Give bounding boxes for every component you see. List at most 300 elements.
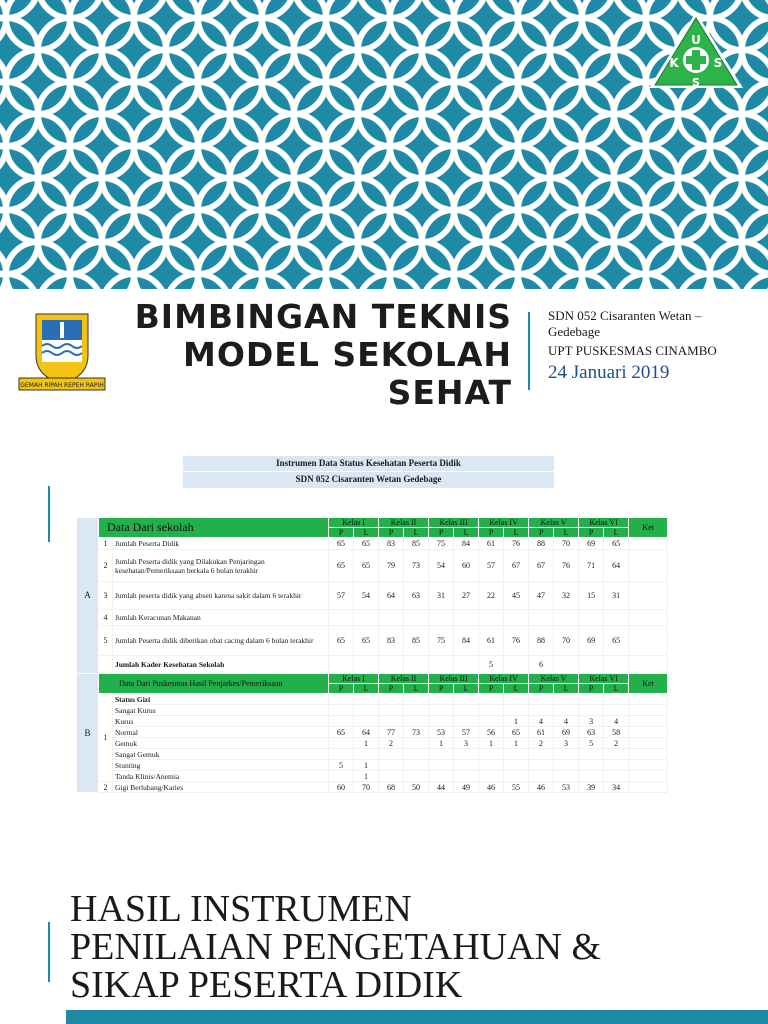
value-cell: [404, 771, 429, 782]
value-cell: [329, 738, 354, 749]
row-label: Kurus: [113, 716, 329, 727]
sex-header-l: L: [404, 684, 429, 694]
section-b-row: [77, 705, 668, 716]
ket-cell: [629, 727, 668, 738]
value-cell: 65: [604, 626, 629, 656]
uks-letter-k: K: [669, 56, 679, 70]
value-cell: 65: [354, 538, 379, 550]
value-cell: 65: [504, 727, 529, 738]
value-cell: [479, 705, 504, 716]
ket-cell: [629, 771, 668, 782]
row-label: Normal: [113, 727, 329, 738]
row-label: Jumlah Kader Kesehatan Sekolah: [113, 656, 329, 674]
sex-header-p: P: [329, 528, 354, 538]
value-cell: 73: [404, 550, 429, 582]
value-cell: [404, 610, 429, 626]
value-cell: [504, 771, 529, 782]
value-cell: [354, 716, 379, 727]
vertical-divider: [528, 312, 530, 390]
class-header: Kelas III: [429, 518, 479, 528]
uks-letter-u: U: [691, 33, 701, 47]
value-cell: 88: [529, 626, 554, 656]
row-number: 2: [99, 782, 113, 793]
uks-letter-s2: S: [692, 76, 700, 89]
uks-logo: [646, 8, 746, 92]
value-cell: 64: [354, 727, 379, 738]
value-cell: 47: [529, 582, 554, 610]
value-cell: [329, 705, 354, 716]
section-a-row: [77, 626, 668, 656]
value-cell: [404, 749, 429, 760]
class-header: Kelas III: [429, 674, 479, 684]
value-cell: 3: [454, 738, 479, 749]
slide1-title-line-2: MODEL SEKOLAH: [183, 335, 512, 374]
value-cell: [479, 749, 504, 760]
value-cell: 27: [454, 582, 479, 610]
value-cell: [454, 656, 479, 674]
value-cell: [504, 749, 529, 760]
value-cell: [579, 771, 604, 782]
value-cell: 85: [404, 538, 429, 550]
section-b-row: [77, 771, 668, 782]
section-a-label: A: [77, 518, 99, 674]
row-label: Stunting: [113, 760, 329, 771]
value-cell: 76: [554, 550, 579, 582]
section-b-last-row: [77, 782, 668, 793]
value-cell: [379, 716, 404, 727]
value-cell: 54: [429, 550, 454, 582]
row-number: 4: [99, 610, 113, 626]
value-cell: 4: [554, 716, 579, 727]
value-cell: [454, 694, 479, 705]
ket-cell: [629, 550, 668, 582]
section-b-header-row: [77, 674, 668, 684]
slide1-title-line-3: SEHAT: [387, 373, 512, 412]
value-cell: [604, 656, 629, 674]
value-cell: 61: [529, 727, 554, 738]
value-cell: [454, 760, 479, 771]
value-cell: 75: [429, 626, 454, 656]
value-cell: 70: [554, 626, 579, 656]
section-a-row: [77, 550, 668, 582]
ket-header: Ket: [629, 518, 668, 538]
value-cell: 5: [329, 760, 354, 771]
value-cell: 57: [329, 582, 354, 610]
value-cell: [354, 694, 379, 705]
value-cell: [504, 694, 529, 705]
value-cell: 53: [429, 727, 454, 738]
value-cell: 31: [429, 582, 454, 610]
value-cell: [554, 771, 579, 782]
sex-header-l: L: [554, 684, 579, 694]
value-cell: [604, 705, 629, 716]
class-header: Kelas V: [529, 518, 579, 528]
sex-header-l: L: [504, 684, 529, 694]
row-label: Sangat Gemuk: [113, 749, 329, 760]
value-cell: [454, 771, 479, 782]
value-cell: 84: [454, 626, 479, 656]
instrument-school: SDN 052 Cisaranten Wetan Gedebage: [295, 474, 442, 484]
row-number: 1: [99, 538, 113, 550]
value-cell: 65: [354, 626, 379, 656]
value-cell: 4: [529, 716, 554, 727]
value-cell: [329, 610, 354, 626]
value-cell: 44: [429, 782, 454, 793]
class-header: Kelas II: [379, 674, 429, 684]
value-cell: 1: [504, 738, 529, 749]
value-cell: 69: [579, 538, 604, 550]
section-b-row: [77, 738, 668, 749]
value-cell: 53: [554, 782, 579, 793]
value-cell: [429, 705, 454, 716]
value-cell: 46: [479, 782, 504, 793]
value-cell: [479, 694, 504, 705]
value-cell: [504, 760, 529, 771]
value-cell: 70: [354, 782, 379, 793]
value-cell: 1: [354, 771, 379, 782]
value-cell: 1: [429, 738, 454, 749]
value-cell: [504, 610, 529, 626]
value-cell: [429, 610, 454, 626]
sex-header-l: L: [354, 528, 379, 538]
sex-header-p: P: [429, 684, 454, 694]
school-name: SDN 052 Cisaranten Wetan – Gedebage: [548, 308, 702, 339]
value-cell: [404, 738, 429, 749]
row-label: Jumlah Peserta didik diberikan obat cacing dalam 6 bulan terakhir: [113, 626, 329, 656]
value-cell: 70: [554, 538, 579, 550]
ket-cell: [629, 610, 668, 626]
value-cell: 68: [379, 782, 404, 793]
sex-header-l: L: [354, 684, 379, 694]
value-cell: [604, 749, 629, 760]
ket-cell: [629, 694, 668, 705]
value-cell: 69: [554, 727, 579, 738]
value-cell: [404, 656, 429, 674]
value-cell: 3: [554, 738, 579, 749]
value-cell: 1: [479, 738, 504, 749]
health-status-table: [76, 517, 668, 793]
sex-header-p: P: [479, 528, 504, 538]
value-cell: 6: [529, 656, 554, 674]
value-cell: [579, 749, 604, 760]
value-cell: 2: [529, 738, 554, 749]
value-cell: [529, 760, 554, 771]
slide3-title-line-1: HASIL INSTRUMEN: [70, 888, 412, 930]
value-cell: 60: [329, 782, 354, 793]
value-cell: 58: [604, 727, 629, 738]
sex-header-p: P: [329, 684, 354, 694]
section-a-row: [77, 538, 668, 550]
row-label: Jumlah Peserta didik yang Dilakukan Penjaringan kesehatan/Pemeriksaan berkala 6 bulan terakhir: [113, 550, 329, 582]
value-cell: 32: [554, 582, 579, 610]
class-header: Kelas I: [329, 674, 379, 684]
value-cell: [604, 760, 629, 771]
ket-cell: [629, 582, 668, 610]
value-cell: 67: [504, 550, 529, 582]
value-cell: [429, 771, 454, 782]
value-cell: 69: [579, 626, 604, 656]
puskesmas-name: UPT PUSKESMAS CINAMBO: [548, 343, 717, 358]
value-cell: 1: [354, 738, 379, 749]
value-cell: [529, 610, 554, 626]
value-cell: [454, 610, 479, 626]
value-cell: [429, 694, 454, 705]
value-cell: [479, 760, 504, 771]
value-cell: 65: [354, 550, 379, 582]
instrument-title-box: [183, 456, 554, 488]
section-b-label: B: [77, 674, 99, 793]
crest-motto: GEMAH RIPAH REPEH RAPIH: [20, 382, 104, 389]
value-cell: [579, 656, 604, 674]
value-cell: [429, 716, 454, 727]
value-cell: [329, 656, 354, 674]
ket-cell: [629, 716, 668, 727]
vertical-divider: [48, 922, 50, 982]
class-header: Kelas IV: [479, 674, 529, 684]
slide1-title-line-1: BIMBINGAN TEKNIS: [134, 297, 512, 336]
value-cell: [554, 656, 579, 674]
section-a-header: Data Dari sekolah: [99, 518, 329, 538]
value-cell: 64: [604, 550, 629, 582]
value-cell: [379, 610, 404, 626]
value-cell: [554, 705, 579, 716]
value-cell: 5: [479, 656, 504, 674]
value-cell: 84: [454, 538, 479, 550]
ket-cell: [629, 626, 668, 656]
value-cell: [479, 771, 504, 782]
value-cell: 54: [354, 582, 379, 610]
value-cell: 85: [404, 626, 429, 656]
value-cell: [579, 760, 604, 771]
sex-header-l: L: [454, 528, 479, 538]
class-header: Kelas VI: [579, 674, 629, 684]
slide1-title: [60, 298, 512, 412]
sex-header-p: P: [529, 684, 554, 694]
slide1-info: [548, 308, 748, 385]
value-cell: 46: [529, 782, 554, 793]
value-cell: 65: [329, 626, 354, 656]
value-cell: 63: [404, 582, 429, 610]
class-header: Kelas I: [329, 518, 379, 528]
row-label: Tanda Klinis/Anemia: [113, 771, 329, 782]
value-cell: 71: [579, 550, 604, 582]
class-header: Kelas IV: [479, 518, 529, 528]
sex-header-l: L: [604, 528, 629, 538]
value-cell: [379, 705, 404, 716]
value-cell: 75: [429, 538, 454, 550]
value-cell: [529, 771, 554, 782]
value-cell: [504, 705, 529, 716]
ket-cell: [629, 760, 668, 771]
value-cell: [429, 749, 454, 760]
value-cell: [554, 749, 579, 760]
value-cell: [579, 610, 604, 626]
value-cell: [529, 694, 554, 705]
section-a-row: [77, 582, 668, 610]
value-cell: 15: [579, 582, 604, 610]
value-cell: 61: [479, 538, 504, 550]
value-cell: 83: [379, 538, 404, 550]
value-cell: 4: [604, 716, 629, 727]
sex-header-p: P: [479, 684, 504, 694]
class-header: Kelas V: [529, 674, 579, 684]
section-b-row: [77, 760, 668, 771]
section-b-header: Data Dari Puskesmas Hasil Penjarkes/Pemeriksaan: [99, 674, 329, 694]
value-cell: [404, 694, 429, 705]
row-number: 2: [99, 550, 113, 582]
sex-header-l: L: [554, 528, 579, 538]
instrument-title: Instrumen Data Status Kesehatan Peserta Didik: [183, 456, 554, 472]
value-cell: 65: [604, 538, 629, 550]
value-cell: [454, 716, 479, 727]
value-cell: 61: [479, 626, 504, 656]
value-cell: [329, 771, 354, 782]
row-number: 5: [99, 626, 113, 656]
value-cell: 39: [579, 782, 604, 793]
row-label: Jumlah Peserta Didik: [113, 538, 329, 550]
group-number: 1: [99, 694, 113, 782]
value-cell: [479, 610, 504, 626]
value-cell: 88: [529, 538, 554, 550]
slide3-title-line-2: PENILAIAN PENGETAHUAN &: [70, 926, 602, 968]
value-cell: [604, 610, 629, 626]
row-label: Jumlah peserta didik yang absen karena sakit dalam 6 terakhir: [113, 582, 329, 610]
sex-header-p: P: [579, 684, 604, 694]
sex-header-p: P: [579, 528, 604, 538]
value-cell: [529, 749, 554, 760]
value-cell: 5: [579, 738, 604, 749]
section-b-row: [77, 694, 668, 705]
value-cell: [604, 694, 629, 705]
value-cell: [354, 705, 379, 716]
value-cell: [429, 656, 454, 674]
value-cell: 63: [579, 727, 604, 738]
value-cell: 57: [479, 550, 504, 582]
sex-header-p: P: [379, 684, 404, 694]
value-cell: 34: [604, 782, 629, 793]
class-header: Kelas II: [379, 518, 429, 528]
value-cell: [579, 694, 604, 705]
value-cell: [454, 705, 479, 716]
ket-cell: [629, 749, 668, 760]
value-cell: 31: [604, 582, 629, 610]
table-header-band: [66, 1010, 768, 1024]
value-cell: 79: [379, 550, 404, 582]
value-cell: [604, 771, 629, 782]
value-cell: [554, 760, 579, 771]
value-cell: 22: [479, 582, 504, 610]
ket-cell: [629, 656, 668, 674]
row-number: 3: [99, 582, 113, 610]
value-cell: [379, 694, 404, 705]
value-cell: [554, 694, 579, 705]
section-a-row: [77, 656, 668, 674]
value-cell: [504, 656, 529, 674]
row-label: Gigi Berlubang/Karies: [113, 782, 329, 793]
ket-cell: [629, 738, 668, 749]
value-cell: 57: [454, 727, 479, 738]
value-cell: [429, 760, 454, 771]
value-cell: 45: [504, 582, 529, 610]
value-cell: [379, 771, 404, 782]
sex-header-l: L: [604, 684, 629, 694]
vertical-divider: [48, 486, 50, 542]
sex-header-p: P: [529, 528, 554, 538]
value-cell: [404, 760, 429, 771]
value-cell: [579, 705, 604, 716]
value-cell: 1: [504, 716, 529, 727]
value-cell: [554, 610, 579, 626]
value-cell: [329, 749, 354, 760]
value-cell: [529, 705, 554, 716]
value-cell: [354, 610, 379, 626]
value-cell: [379, 656, 404, 674]
value-cell: [329, 694, 354, 705]
value-cell: [379, 760, 404, 771]
value-cell: 56: [479, 727, 504, 738]
section-b-row: [77, 716, 668, 727]
sex-header-p: P: [379, 528, 404, 538]
value-cell: 65: [329, 550, 354, 582]
value-cell: 2: [379, 738, 404, 749]
value-cell: [379, 749, 404, 760]
row-label: Status Gizi: [113, 694, 329, 705]
row-label: Jumlah Keracunan Makanan: [113, 610, 329, 626]
sex-header-l: L: [504, 528, 529, 538]
class-header: Kelas VI: [579, 518, 629, 528]
section-a-header-row: [77, 518, 668, 528]
value-cell: 64: [379, 582, 404, 610]
sex-header-l: L: [454, 684, 479, 694]
sex-header-l: L: [404, 528, 429, 538]
value-cell: 76: [504, 626, 529, 656]
value-cell: 76: [504, 538, 529, 550]
value-cell: 50: [404, 782, 429, 793]
ket-header: Ket: [629, 674, 668, 694]
section-a-row: [77, 610, 668, 626]
value-cell: 83: [379, 626, 404, 656]
value-cell: [404, 705, 429, 716]
value-cell: 65: [329, 727, 354, 738]
section-b-row: [77, 749, 668, 760]
row-label: Sangat Kurus: [113, 705, 329, 716]
ket-cell: [629, 538, 668, 550]
value-cell: 67: [529, 550, 554, 582]
ket-cell: [629, 705, 668, 716]
slide3-title: [70, 890, 750, 1004]
value-cell: 77: [379, 727, 404, 738]
value-cell: 1: [354, 760, 379, 771]
value-cell: [354, 749, 379, 760]
value-cell: 49: [454, 782, 479, 793]
row-label: Gemuk: [113, 738, 329, 749]
value-cell: 65: [329, 538, 354, 550]
value-cell: 3: [579, 716, 604, 727]
slide3-title-line-3: SIKAP PESERTA DIDIK: [70, 964, 463, 1006]
event-date: 24 Januari 2019: [548, 362, 670, 383]
value-cell: 73: [404, 727, 429, 738]
sex-header-p: P: [429, 528, 454, 538]
ket-cell: [629, 782, 668, 793]
value-cell: [479, 716, 504, 727]
value-cell: 55: [504, 782, 529, 793]
section-b-row: [77, 727, 668, 738]
row-number: [99, 656, 113, 674]
uks-letter-s: S: [713, 56, 723, 70]
value-cell: 2: [604, 738, 629, 749]
value-cell: [404, 716, 429, 727]
value-cell: [329, 716, 354, 727]
